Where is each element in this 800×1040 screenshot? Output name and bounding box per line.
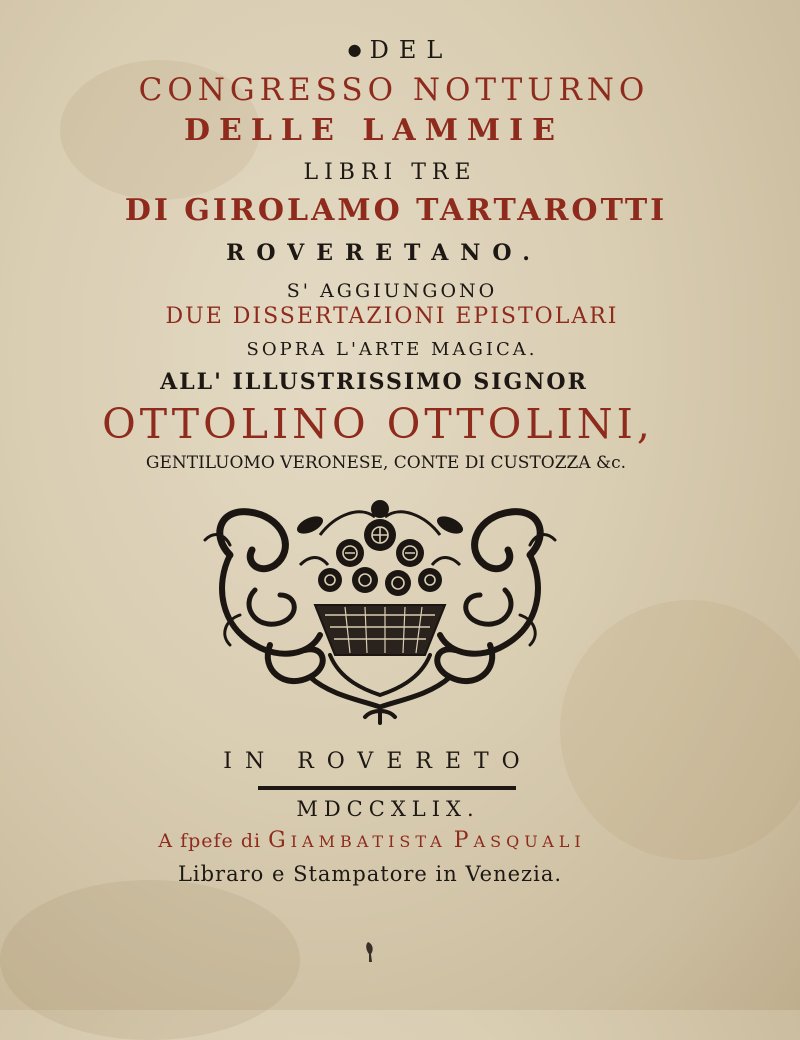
imprint-year: MDCCXLIX.: [296, 797, 480, 821]
paper-stain: [0, 880, 300, 1040]
paper-stain: [560, 600, 800, 860]
dedicatee-line: OTTOLINO OTTOLINI,: [102, 400, 654, 448]
title-line-libri: LIBRI TRE: [303, 160, 477, 185]
addition-line: S' AGGIUNGONO: [286, 280, 498, 302]
imprint-place: IN ROVERETO: [223, 749, 533, 774]
imprint-printer-line: [0, 828, 772, 853]
imprint-rule: [258, 786, 516, 790]
dissertations-line: DUE DISSERTAZIONI EPISTOLARI: [165, 304, 619, 329]
subject-line: SOPRA L'ARTE MAGICA.: [246, 339, 538, 360]
author-origin-line: ROVERETANO.: [226, 240, 542, 266]
author-line: DI GIROLAMO TARTAROTTI: [124, 193, 668, 228]
spese-prefix: A fpefe di: [158, 830, 262, 852]
printer-first-initial: G: [268, 828, 291, 853]
bullet-icon: ●: [347, 40, 362, 59]
dedicatee-title-line: GENTILUOMO VERONESE, CONTE DI CUSTOZZA &c.: [145, 453, 627, 473]
imprint-trade-line: Libraro e Stampatore in Venezia.: [177, 862, 563, 886]
ink-mark-icon: [364, 940, 376, 964]
printer-last-initial: P: [453, 828, 474, 853]
printer-first-rest: IAMBATISTA: [290, 832, 447, 851]
floral-basket-vignette-icon: [200, 495, 560, 730]
title-line-del: [0, 36, 800, 64]
dedication-line: ALL' ILLUSTRISSIMO SIGNOR: [160, 369, 588, 395]
title-line-del-text: DEL: [369, 36, 453, 64]
title-line-congresso: CONGRESSO NOTTURNO: [138, 72, 650, 108]
title-line-lammie: DELLE LAMMIE: [183, 113, 565, 148]
printer-last-rest: ASQUALI: [473, 832, 586, 851]
